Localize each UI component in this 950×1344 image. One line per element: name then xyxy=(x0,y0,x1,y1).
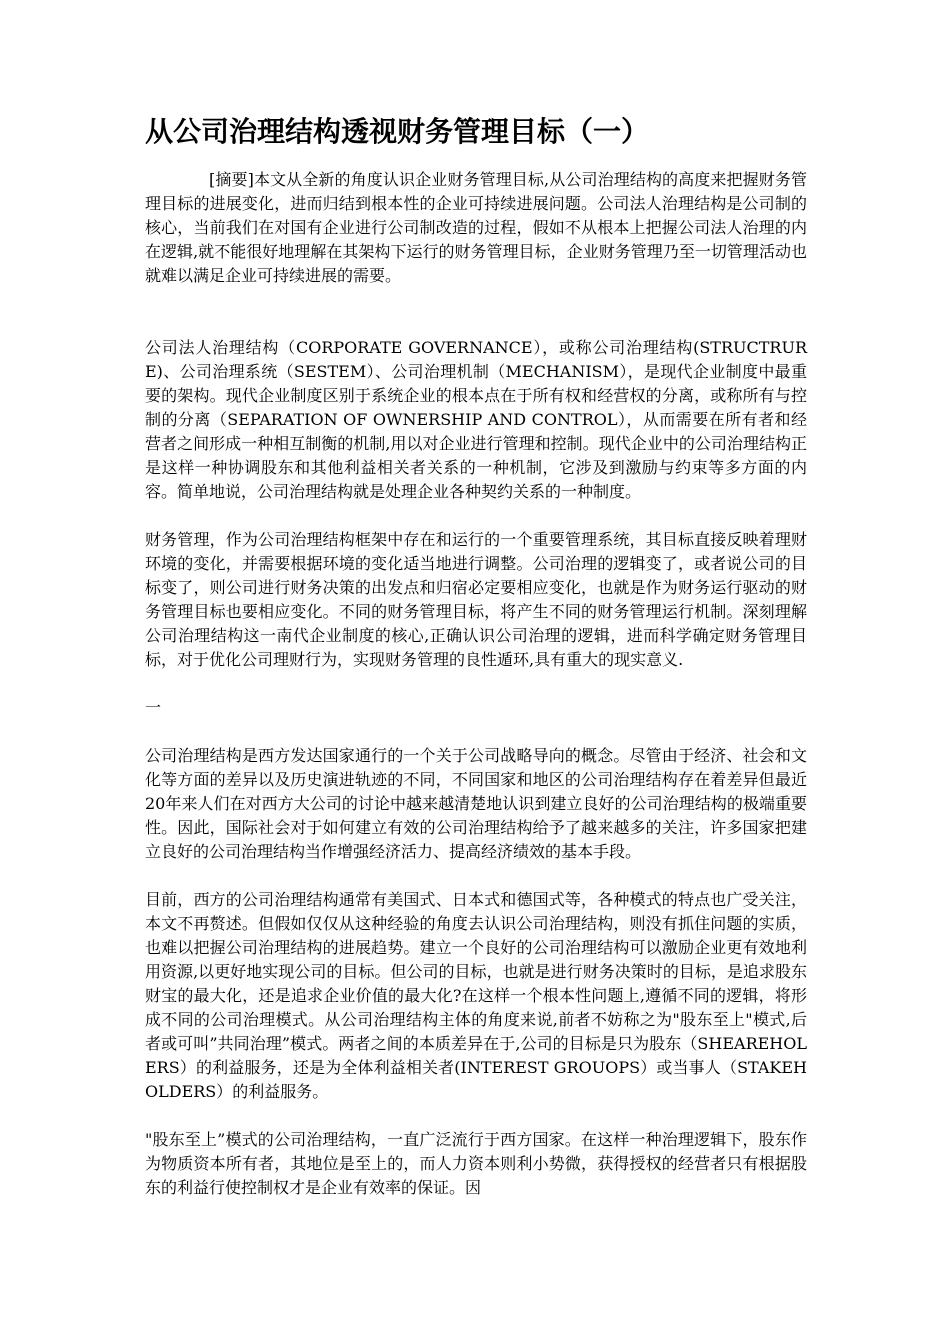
document-title: 从公司治理结构透视财务管理目标（一） xyxy=(145,115,650,148)
section-paragraph-2: 目前，西方的公司治理结构通常有美国式、日本式和德国式等，各种模式的特点也广受关注，本文不再赘述。但假如仅仅从这种经验的角度去认识公司治理结构，则没有抓住问题的实质，也难以把握公司治理结构的进展趋势。建立一个良好的公司治理结构可以激励企业更有效地利用资源,以更好地实现公司的目标。但公司的目标，也就是进行财务决策时的目标，是追求股东财宝的最大化，还是追求企业价值的最大化?在这样一个根本性问题上,遵循不同的逻辑，将形成不同的公司治理模式。从公司治理结构主体的角度来说,前者不妨称之为"股东至上"模式,后者或可叫”共同治理”模式。两者之间的本质差异在于,公司的目标是只为股东（SHEAREHOLERS）的利益服务，还是为全体利益相关者(INTEREST GROUOPS）或当事人（STAKEHOLDERS）的利益服务。 xyxy=(145,890,807,1101)
section-paragraph-3: "股东至上”模式的公司治理结构，一直广泛流行于西方国家。在这样一种治理逻辑下，股东作为物质资本所有者，其地位是至上的，而人力资本则利小势微，获得授权的经营者只有根据股东的利益行使控制权才是企业有效率的保证。因 xyxy=(145,1130,807,1197)
abstract-paragraph: [摘要]本文从全新的角度认识企业财务管理目标,从公司治理结构的高度来把握财务管理目标的进展变化，进而归结到根本性的企业可持续进展问题。公司法人治理结构是公司制的核心，当前我们在对国有企业进行公司制改造的过程，假如不从根本上把握公司法人治理的内在逻辑,就不能很好地理解在其架构下运行的财务管理目标，企业财务管理乃至一切管理活动也就难以满足企业可持续进展的需要。 xyxy=(145,170,807,285)
section-heading: 一 xyxy=(145,698,162,717)
body-paragraph-1: 公司法人治理结构（CORPORATE GOVERNANCE），或称公司治理结构(STRUCTRURE)、公司治理系统（SESTEM）、公司治理机制（MECHANISM），是现代企业制度中最重要的架构。现代企业制度区别于系统企业的根本点在于所有权和经营权的分离，或称所有与控制的分离（SEPARATION OF OWNERSHIP AND CONTROL），从而需要在所有者和经营者之间形成一种相互制衡的机制,用以对企业进行管理和控制。现代企业中的公司治理结构正是这样一种协调股东和其他利益相关者关系的一种机制，它涉及到激励与约束等多方面的内容。简单地说，公司治理结构就是处理企业各种契约关系的一种制度。 xyxy=(145,338,807,501)
document-page xyxy=(145,112,807,1200)
section-paragraph-1: 公司治理结构是西方发达国家通行的一个关于公司战略导向的概念。尽管由于经济、社会和文化等方面的差异以及历史演进轨迹的不同，不同国家和地区的公司治理结构存在着差异但最近20年来人们在对西方大公司的讨论中越来越清楚地认识到建立良好的公司治理结构的极端重要性。因此，国际社会对于如何建立有效的公司治理结构给予了越来越多的关注，许多国家把建立良好的公司治理结构当作增强经济活力、提高经济绩效的基本手段。 xyxy=(145,746,807,861)
body-paragraph-2: 财务管理，作为公司治理结构框架中存在和运行的一个重要管理系统，其目标直接反映着理财环境的变化，并需要根据环境的变化适当地进行调整。公司治理的逻辑变了，或者说公司的目标变了，则公司进行财务决策的出发点和归宿必定要相应变化，也就是作为财务运行驱动的财务管理目标也要相应变化。不同的财务管理目标，将产生不同的财务管理运行机制。深刻理解公司治理结构这一南代企业制度的核心,正确认识公司治理的逻辑，进而科学确定财务管理目标，对于优化公司理财行为，实现财务管理的良性遁环,具有重大的现实意义. xyxy=(145,530,807,669)
